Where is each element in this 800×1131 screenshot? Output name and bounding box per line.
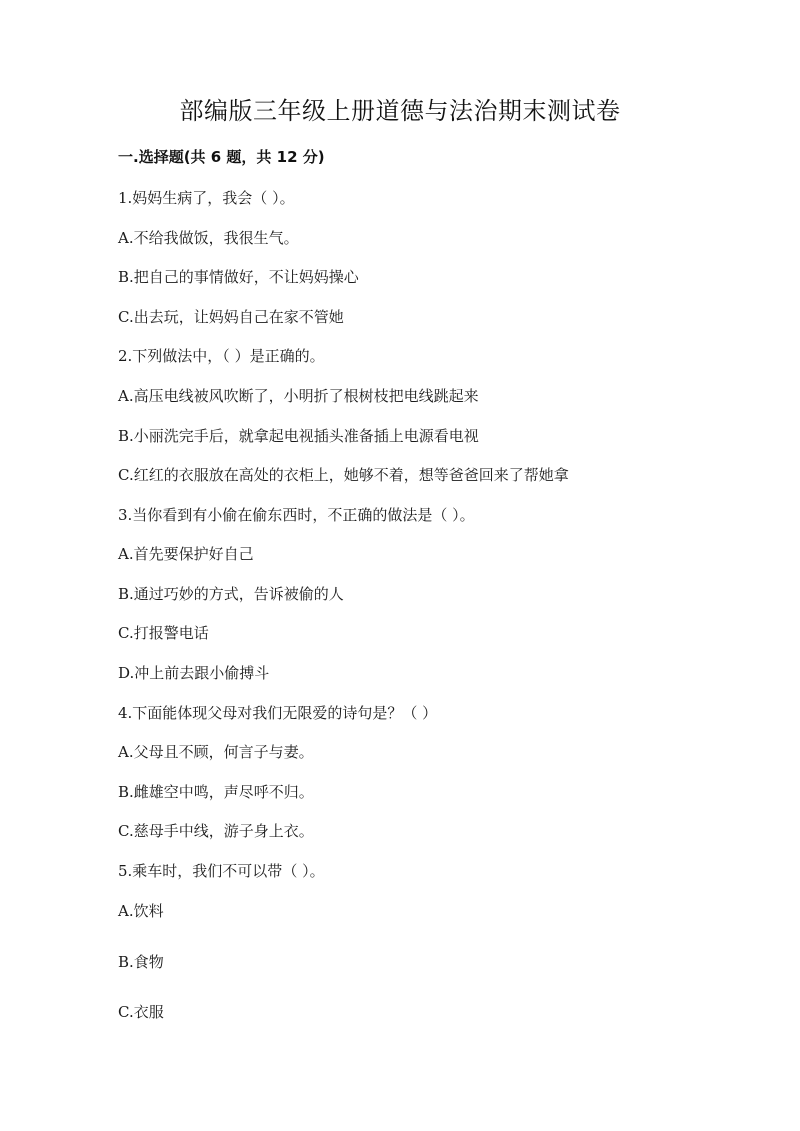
question-5-stem: 5.乘车时，我们不可以带（ ）。 [118, 862, 325, 880]
question-4-stem: 4.下面能体现父母对我们无限爱的诗句是？（ ） [118, 704, 438, 722]
question-2-option-c: C.红红的衣服放在高处的衣柜上，她够不着，想等爸爸回来了帮她拿 [118, 466, 569, 484]
question-4-option-a: A.父母且不顾，何言子与妻。 [118, 743, 314, 761]
question-1-option-b: B.把自己的事情做好，不让妈妈操心 [118, 268, 359, 286]
question-1-option-c: C.出去玩，让妈妈自己在家不管她 [118, 308, 344, 326]
question-1-stem: 1.妈妈生病了，我会（ ）。 [118, 189, 295, 207]
question-2-stem: 2.下列做法中，（ ）是正确的。 [118, 347, 325, 365]
page-title: 部编版三年级上册道德与法治期末测试卷 [179, 97, 621, 125]
question-4-option-c: C.慈母手中线，游子身上衣。 [118, 822, 314, 840]
question-5-option-a: A.饮料 [118, 902, 164, 920]
question-5-option-c: C.衣服 [118, 1003, 164, 1021]
question-3-option-b: B.通过巧妙的方式，告诉被偷的人 [118, 585, 344, 603]
question-3-option-d: D.冲上前去跟小偷搏斗 [118, 664, 270, 682]
section-heading: 一.选择题(共 6 题，共 12 分) [118, 148, 325, 166]
question-2-option-b: B.小丽洗完手后，就拿起电视插头准备插上电源看电视 [118, 427, 479, 445]
question-3-option-a: A.首先要保护好自己 [118, 545, 254, 563]
question-4-option-b: B.雌雄空中鸣，声尽呼不归。 [118, 783, 314, 801]
question-3-option-c: C.打报警电话 [118, 624, 209, 642]
question-1-option-a: A.不给我做饭，我很生气。 [118, 229, 299, 247]
question-5-option-b: B.食物 [118, 953, 164, 971]
question-2-option-a: A.高压电线被风吹断了，小明折了根树枝把电线跳起来 [118, 387, 479, 405]
question-3-stem: 3.当你看到有小偷在偷东西时，不正确的做法是（ ）。 [118, 506, 475, 524]
